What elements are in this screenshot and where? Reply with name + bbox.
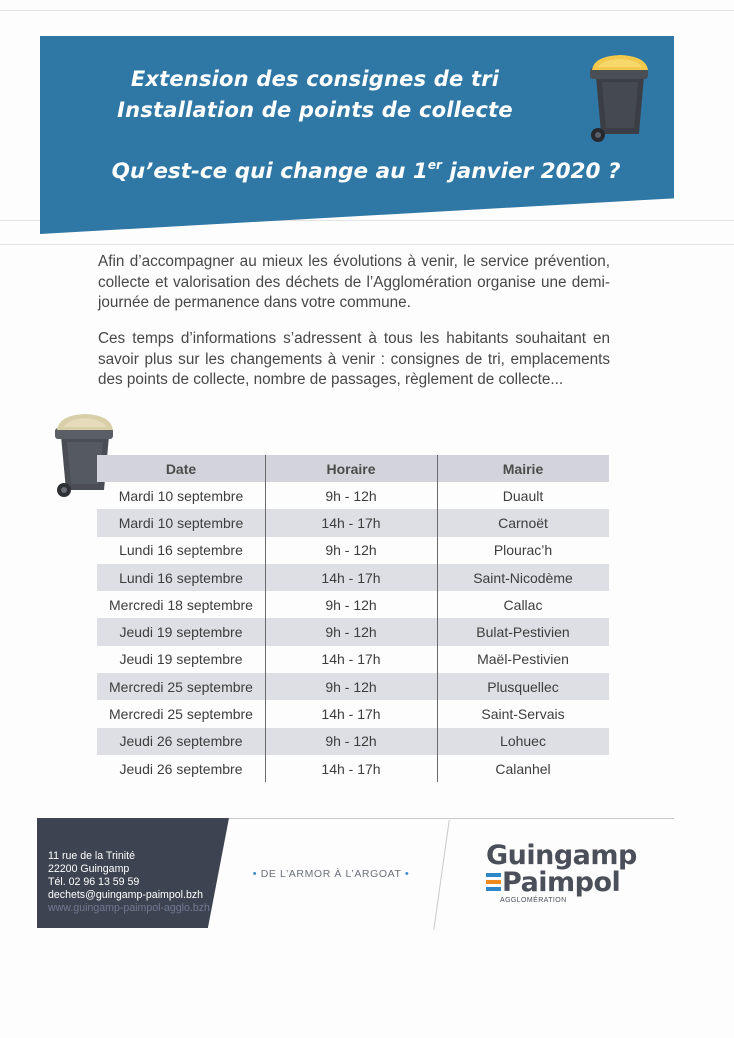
time-cell: 14h - 17h [321, 514, 381, 531]
time-cell: 9h - 12h [325, 542, 377, 559]
town-hall-cell: Lohuec [500, 733, 546, 750]
date-cell: Jeudi 26 septembre [119, 760, 243, 777]
town-hall-cell: Plourac’h [493, 542, 553, 559]
scan-line [0, 244, 734, 245]
table-row [97, 673, 609, 700]
date-cell: Mardi 10 septembre [118, 514, 244, 531]
table-row [97, 700, 609, 727]
address-website[interactable]: www.guingamp-paimpol-agglo.bzh [48, 902, 210, 914]
town-hall-cell: Callac [503, 596, 543, 613]
footer-divider [433, 820, 449, 930]
footer-slogan [236, 868, 426, 880]
column-divider [437, 455, 438, 782]
date-cell: Mardi 10 septembre [118, 487, 244, 504]
town-hall-cell: Duault [502, 487, 544, 504]
table-row [97, 564, 609, 591]
time-cell: 9h - 12h [325, 487, 377, 504]
time-cell: 14h - 17h [321, 651, 381, 668]
town-hall-cell: Saint-Servais [481, 706, 565, 723]
address-city: 22200 Guingamp [48, 863, 130, 875]
town-hall-cell: Carnoët [498, 514, 548, 531]
banner-question-text: Qu’est-ce qui change au 1 [111, 159, 428, 184]
date-cell: Mercredi 25 septembre [109, 706, 253, 723]
column-header-date: Date [165, 460, 197, 477]
town-hall-cell: Bulat-Pestivien [476, 624, 570, 641]
logo-bars-icon [486, 873, 501, 894]
date-cell: Jeudi 19 septembre [119, 651, 243, 668]
time-cell: 9h - 12h [325, 678, 377, 695]
time-cell: 9h - 12h [325, 596, 377, 613]
banner-question-text-end: janvier 2020 ? [441, 159, 621, 184]
banner-title-line2: Installation de points de collecte [117, 98, 513, 122]
column-header-mairie: Mairie [502, 460, 544, 477]
yellow-lid-bin-icon [582, 52, 654, 144]
table-row [97, 646, 609, 673]
time-cell: 14h - 17h [321, 569, 381, 586]
banner-title [80, 64, 550, 126]
time-cell: 9h - 12h [325, 624, 377, 641]
address-phone: Tél. 02 96 13 59 59 [48, 876, 140, 888]
bullet-icon: • [404, 868, 410, 880]
scan-line [0, 10, 734, 11]
town-hall-cell: Plusquellec [487, 678, 559, 695]
logo-line-1: Guingamp [486, 840, 637, 871]
time-cell: 9h - 12h [325, 733, 377, 750]
slogan-text: DE L’ARMOR À L’ARGOAT [260, 868, 402, 880]
guingamp-paimpol-logo [486, 842, 637, 904]
schedule-table [97, 455, 609, 782]
footer-top-rule [229, 818, 674, 819]
address-email[interactable]: dechets@guingamp-paimpol.bzh [48, 889, 204, 901]
town-hall-cell: Maël-Pestivien [477, 651, 569, 668]
intro-paragraph-1: Afin d’accompagner au mieux les évolutions à venir, le service prévention, collecte et valorisation des déchets de l’Agglomération organise une demi-journée de permanence dans votre commune. [98, 253, 610, 311]
banner-title-line1: Extension des consignes de tri [130, 67, 500, 91]
table-header-row [97, 455, 609, 482]
date-cell: Jeudi 19 septembre [119, 624, 243, 641]
banner-question [86, 158, 646, 184]
address-street: 11 rue de la Trinité [48, 850, 135, 862]
table-row [97, 755, 609, 782]
table-row [97, 509, 609, 536]
time-cell: 14h - 17h [321, 706, 381, 723]
logo-line-2: Paimpol [502, 867, 621, 898]
table-row [97, 482, 609, 509]
bullet-icon: • [252, 868, 258, 880]
town-hall-cell: Calanhel [495, 760, 551, 777]
logo-subtitle: AGGLOMÉRATION [500, 897, 567, 904]
date-cell: Lundi 16 septembre [119, 542, 243, 559]
date-cell: Mercredi 18 septembre [109, 596, 253, 613]
date-cell: Mercredi 25 septembre [109, 678, 253, 695]
time-cell: 14h - 17h [321, 760, 381, 777]
footer-address [48, 850, 210, 915]
column-header-horaire: Horaire [326, 460, 376, 477]
banner-question-superscript: er [427, 158, 442, 172]
town-hall-cell: Saint-Nicodème [473, 569, 573, 586]
table-row [97, 618, 609, 645]
date-cell: Lundi 16 septembre [119, 569, 243, 586]
table-row [97, 537, 609, 564]
intro-paragraph-2: Ces temps d’informations s’adressent à tous les habitants souhaitant en savoir plus sur les changements à venir : consignes de tri, emplacements des points de collecte, nombre de passages, règlement de collecte... [98, 330, 610, 388]
table-row [97, 591, 609, 618]
date-cell: Jeudi 26 septembre [119, 733, 243, 750]
column-divider [265, 455, 266, 782]
table-row [97, 728, 609, 755]
